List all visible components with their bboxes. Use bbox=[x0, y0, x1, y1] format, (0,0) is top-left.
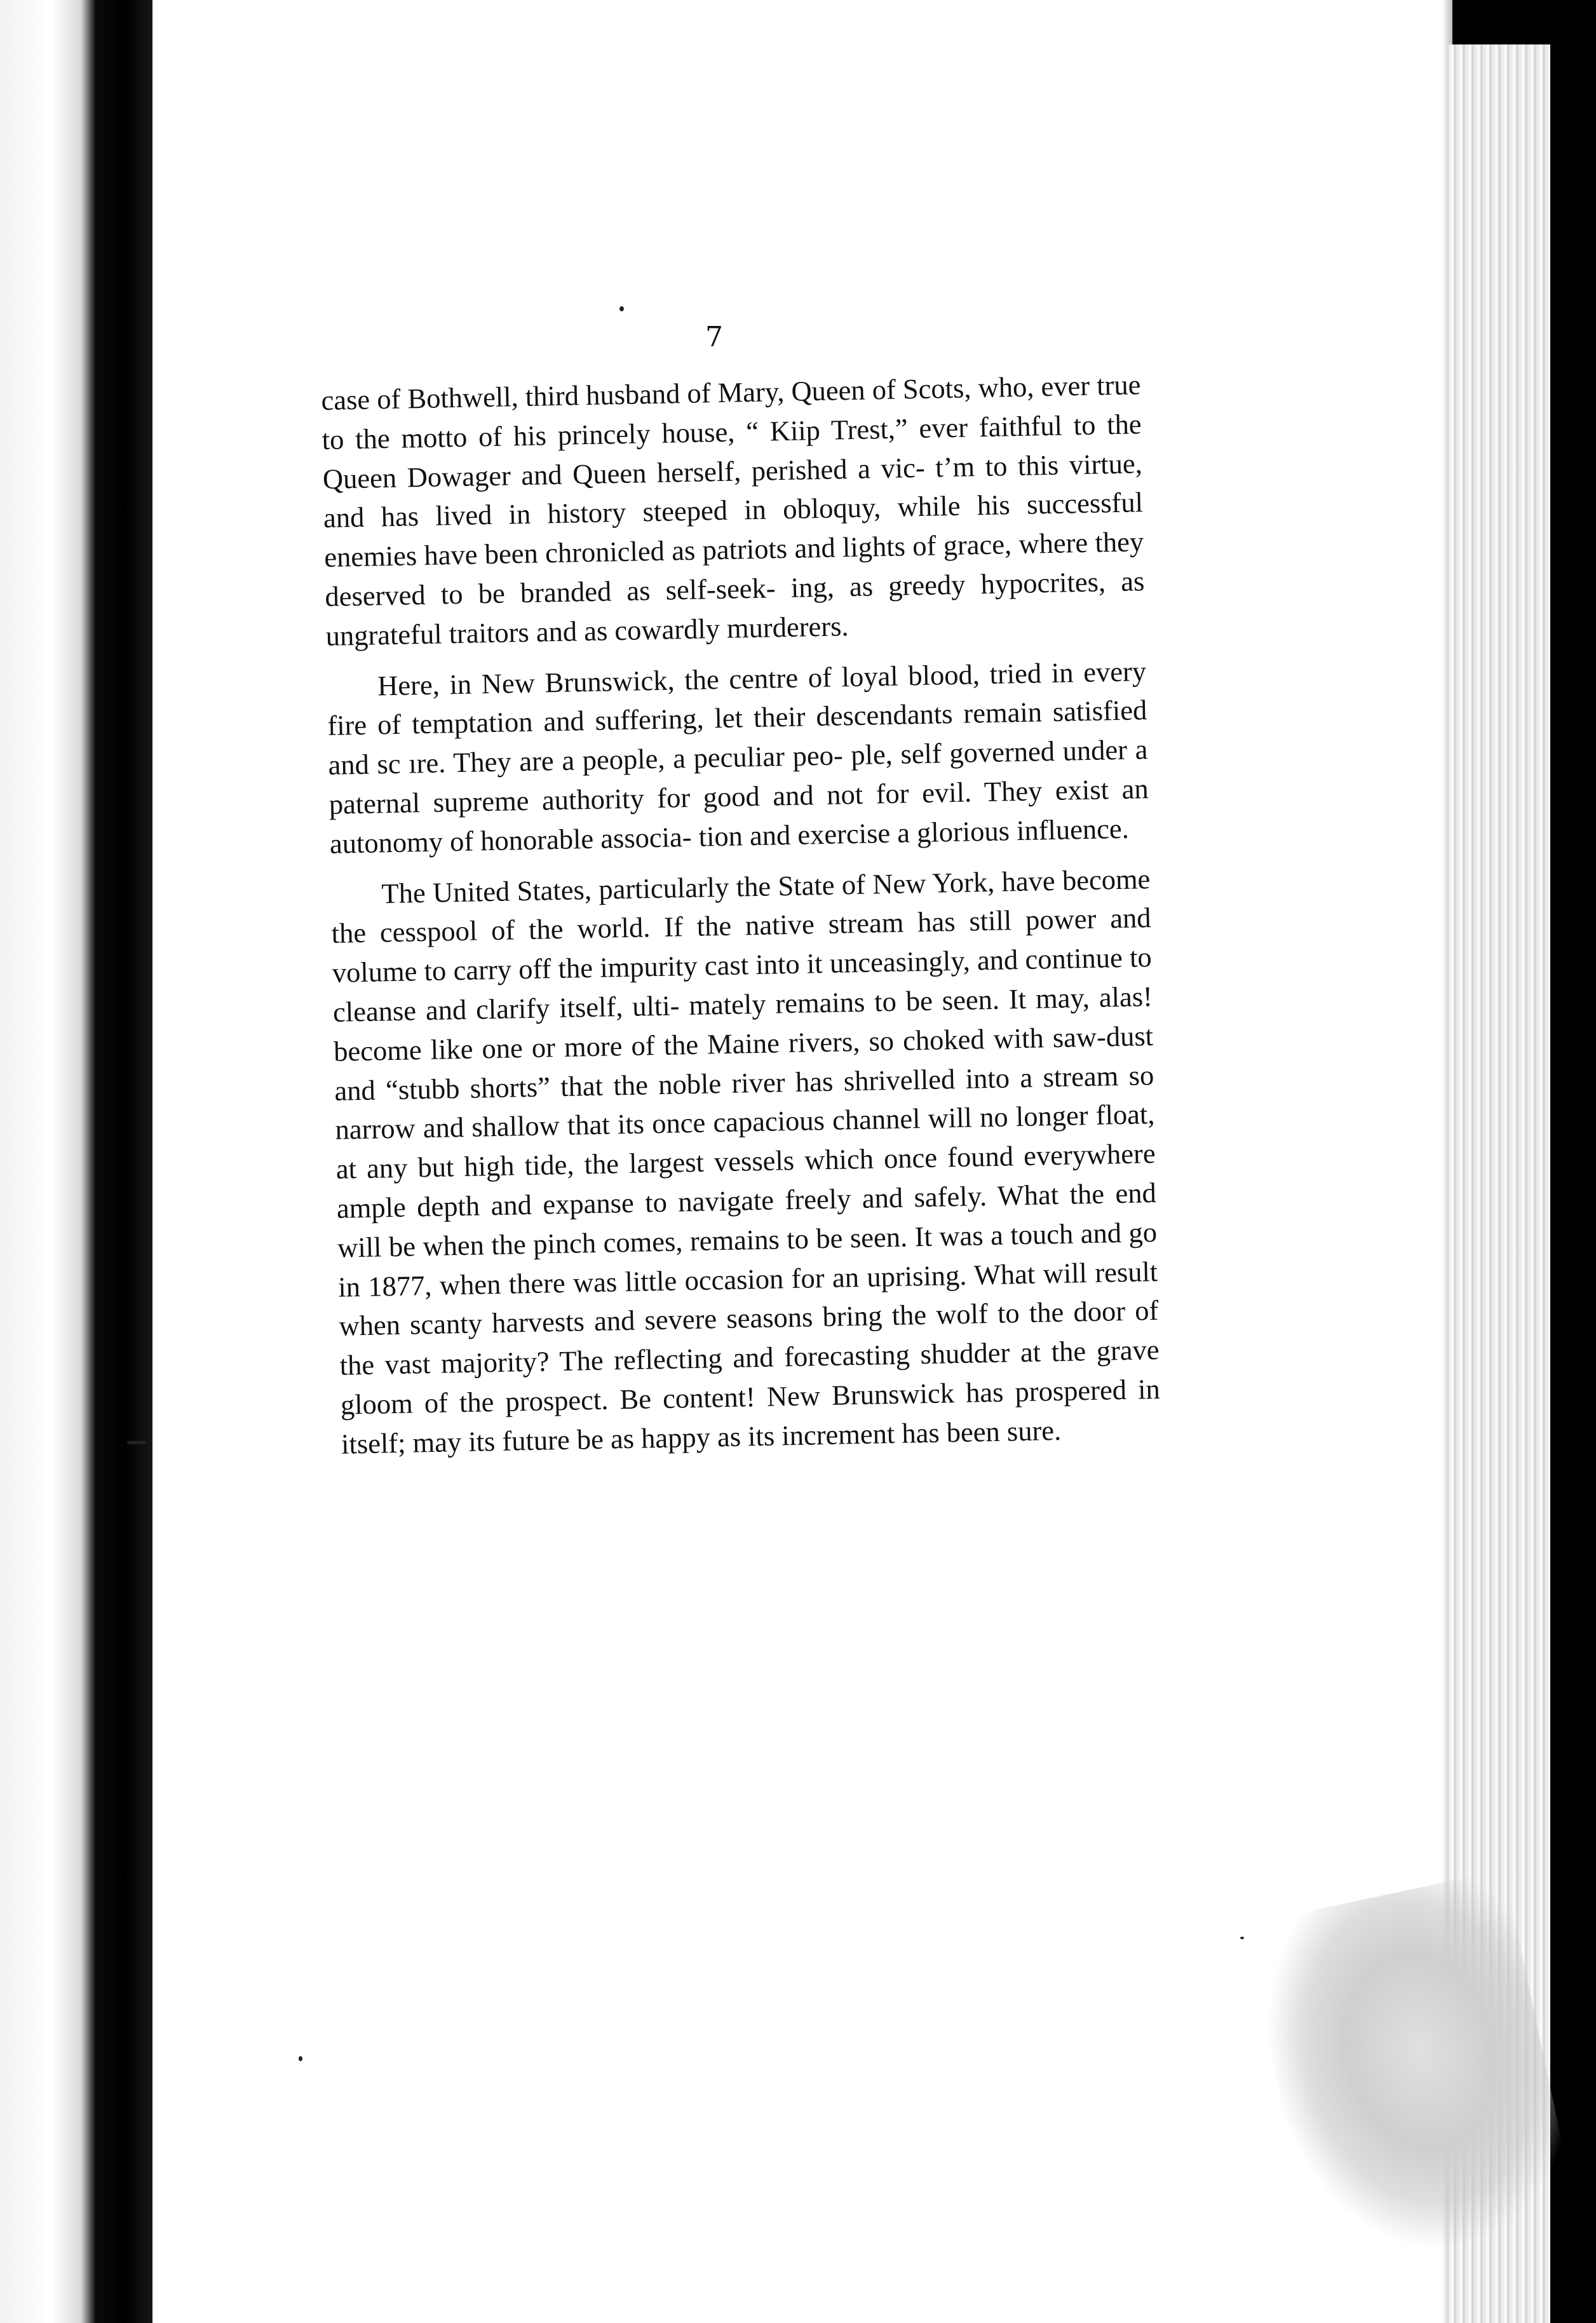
paragraph-new-brunswick: Here, in New Brunswick, the centre of loyal blood, tried in every fire of temptation and suffering, let their descendants remain satisfied and sc ıre. They are a people, a peculiar peo- ple, self governed under a paternal supreme authority for good and not for evil. They exist an autonomy of honorable associa- tion and exercise a glorious influence. bbox=[327, 654, 1149, 860]
paragraph-continuation: case of Bothwell, third husband of Mary, Queen of Scots, who, ever true to the motto of his princely house, “ Kiip Trest,” ever faithful to the Queen Dowager and Queen herself, perished a vic- t’m to this virtue, and has lived in history steeped in obloquy, while his successful enemies have been chronicled as patriots and lights of grace, where they deserved to be branded as self-seek- ing, as greedy hypocrites, as ungrateful traitors and as cowardly murderers. bbox=[321, 369, 1145, 652]
ink-speck bbox=[619, 306, 624, 311]
page-number: 7 bbox=[705, 321, 723, 353]
ink-speck bbox=[1240, 1937, 1244, 1939]
book-gutter bbox=[95, 0, 156, 2323]
ink-speck bbox=[127, 1441, 146, 1444]
paragraph-united-states: The United States, particularly the State of New York, have become the cesspool of the world. If the native stream has still power and volume to carry off the impurity cast into it unceasingly, and continue to cleanse and clarify itself, ulti- mately remains to be seen. It may, alas! become like one or more of the Maine rivers, so choked with saw-dust and “stubb shorts” that the noble river has shrivelled into a stream so narrow and shallow that its once capacious channel will no longer float, at any but high tide, the largest vessels which once found everywhere ample depth and expanse to navigate freely and safely. What the end will be when the pinch comes, remains to be seen. It was a touch and go in 1877, when there was little occasion for an uprising. What will result when scanty harvests and severe seasons bring the wolf to the door of the vast majority? The reflecting and forecasting shudder at the grave gloom of the prospect. Be content! New Brunswick has prospered in itself; may its future be as happy as its increment has been sure. bbox=[331, 862, 1161, 1460]
body-text bbox=[321, 365, 1161, 1475]
facing-page-edge bbox=[0, 0, 95, 2323]
ink-speck bbox=[299, 2056, 302, 2061]
